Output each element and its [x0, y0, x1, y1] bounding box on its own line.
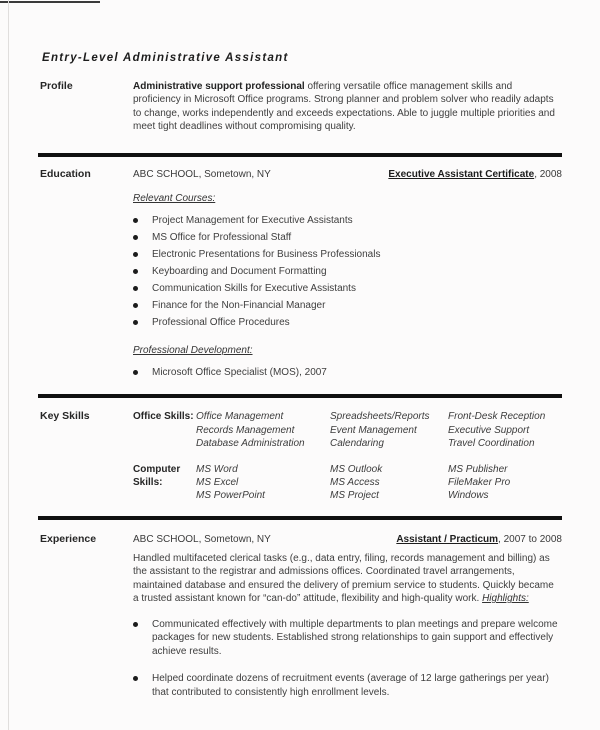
- section-divider: [38, 153, 562, 157]
- highlight-item: [133, 618, 562, 659]
- skill-item: Windows: [448, 490, 489, 502]
- course-text: Communication Skills for Executive Assistants: [152, 283, 356, 295]
- skill-item: MS PowerPoint: [196, 490, 265, 502]
- job-title: [396, 533, 562, 546]
- highlight-text: Helped coordinate dozens of recruitment events (average of 12 large gatherings per year) that contributed to consistently high enrollment levels.: [152, 673, 549, 698]
- skill-item: Front-Desk Reception: [448, 411, 546, 423]
- skill-item: Database Administration: [196, 438, 305, 450]
- bullet-icon: [133, 622, 138, 627]
- office-skills-col-3: [448, 410, 562, 450]
- bullet-icon: [133, 269, 138, 274]
- development-item: [133, 364, 562, 381]
- school-name: ABC SCHOOL, Sometown, NY: [133, 168, 271, 180]
- credential-title: Executive Assistant Certificate: [388, 168, 535, 180]
- profile-section-label: Profile: [40, 80, 73, 92]
- course-item: [133, 229, 562, 246]
- relevant-courses-heading: Relevant Courses:: [133, 192, 216, 204]
- course-item: [133, 280, 562, 297]
- skill-item: Executive Support: [448, 424, 530, 436]
- course-item: [133, 246, 562, 263]
- computer-skills-col-3: [448, 463, 562, 503]
- education-section-label: Education: [40, 167, 91, 180]
- section-divider: [38, 516, 562, 520]
- profile-section: [0, 80, 600, 134]
- profile-body: offering versatile office management skills and proficiency in Microsoft Office programs. Strong planner and problem solver who readily adapts to change, works independently and exceeds expectations. Able to juggle multiple priorities and meet tight deadlines without compromising quality.: [133, 81, 555, 133]
- bullet-icon: [133, 235, 138, 240]
- key-skills-section-label: Key Skills: [40, 410, 90, 423]
- bullet-icon: [133, 320, 138, 325]
- bullet-icon: [133, 303, 138, 308]
- course-item: [133, 297, 562, 314]
- office-skills-col-2: [330, 410, 448, 450]
- experience-header-row: [133, 533, 562, 546]
- job-dates: , 2007 to 2008: [498, 533, 562, 545]
- course-item: [133, 314, 562, 331]
- education-section: [0, 168, 600, 382]
- office-skills-col-1: [196, 410, 330, 450]
- bullet-icon: [133, 286, 138, 291]
- section-divider: [38, 394, 562, 398]
- office-skills-row: [133, 410, 562, 450]
- experience-summary: [133, 552, 562, 606]
- bullet-icon: [133, 252, 138, 257]
- skill-item: Spreadsheets/Reports: [330, 411, 430, 423]
- highlights-heading: Highlights:: [482, 593, 529, 605]
- credential-year: , 2008: [534, 168, 562, 180]
- skill-item: Calendaring: [330, 438, 384, 450]
- skill-item: MS Access: [330, 477, 380, 489]
- course-text: Finance for the Non-Financial Manager: [152, 300, 326, 312]
- course-text: Keyboarding and Document Formatting: [152, 266, 327, 278]
- courses-list: [133, 212, 562, 331]
- course-text: Project Management for Executive Assistants: [152, 215, 353, 227]
- job-title-text: Assistant / Practicum: [396, 533, 499, 545]
- course-item: [133, 212, 562, 229]
- experience-section-label: Experience: [40, 532, 97, 545]
- highlight-text: Communicated effectively with multiple departments to plan meetings and prepare welcome packages for new students. Established strong relationships to gain support and effectively achieve results.: [152, 618, 558, 657]
- course-text: Professional Office Procedures: [152, 317, 290, 329]
- key-skills-section: [0, 410, 600, 502]
- profile-text: [133, 80, 562, 134]
- computer-skills-row: [133, 463, 562, 503]
- skill-item: FileMaker Pro: [448, 477, 511, 489]
- highlights-list: [133, 618, 562, 700]
- highlight-item: [133, 672, 562, 699]
- profile-lead: Administrative support professional: [133, 81, 305, 92]
- skill-item: Travel Coordination: [448, 438, 535, 450]
- experience-summary-text: Handled multifaceted clerical tasks (e.g., data entry, filing, records management and billing) as the assistant to the registrar and admissions offices. Coordinated travel arrangements, maintained database and ensured the delivery of premium service to students. Quickly became a trusted assistant known for “can-do” attitude, flexibility and high-quality work.: [133, 552, 554, 605]
- skill-item: Event Management: [330, 424, 417, 436]
- course-text: MS Office for Professional Staff: [152, 232, 292, 244]
- office-skills-category: Office Skills:: [133, 411, 194, 423]
- computer-skills-col-2: [330, 463, 448, 503]
- computer-skills-category: Computer Skills:: [133, 463, 181, 489]
- professional-development-heading: Professional Development:: [133, 345, 253, 357]
- skill-item: Records Management: [196, 424, 295, 436]
- resume-title: Entry-Level Administrative Assistant: [42, 52, 289, 64]
- skill-item: Office Management: [196, 411, 284, 423]
- development-list: [133, 364, 562, 381]
- bullet-icon: [133, 676, 138, 681]
- computer-skills-col-1: [196, 463, 330, 503]
- bullet-icon: [133, 218, 138, 223]
- education-header-row: [133, 168, 562, 181]
- skill-item: MS Publisher: [448, 463, 508, 475]
- credential: [388, 168, 562, 181]
- experience-section: [0, 533, 600, 700]
- skill-item: MS Word: [196, 463, 238, 475]
- development-text: Microsoft Office Specialist (MOS), 2007: [152, 367, 327, 379]
- course-text: Electronic Presentations for Business Professionals: [152, 249, 381, 261]
- employer-name: ABC SCHOOL, Sometown, NY: [133, 533, 271, 545]
- course-item: [133, 263, 562, 280]
- skill-item: MS Project: [330, 490, 379, 502]
- skill-item: MS Excel: [196, 477, 239, 489]
- skill-item: MS Outlook: [330, 463, 383, 475]
- bullet-icon: [133, 370, 138, 375]
